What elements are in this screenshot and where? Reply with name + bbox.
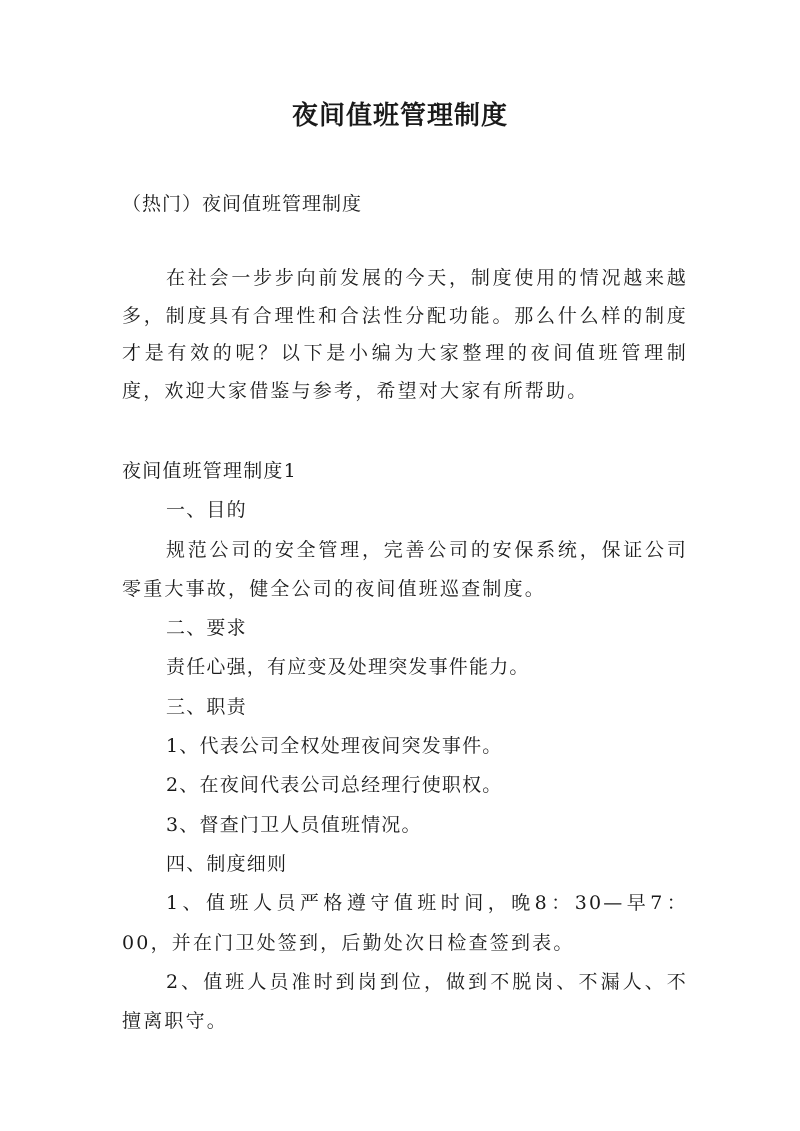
purpose-text: 规范公司的安全管理，完善公司的安保系统，保证公司零重大事故，健全公司的夜间值班巡查制度。 [122,538,688,600]
rule-item: 1、值班人员严格遵守值班时间，晚8：30—早7：00，并在门卫处签到，后勤处次日检查签到表。 [122,892,688,954]
purpose-heading: 一、目的 [166,499,247,522]
intro-paragraph: 在社会一步步向前发展的今天，制度使用的情况越来越多，制度具有合理性和合法性分配功能。那么什么样的制度才是有效的呢？以下是小编为大家整理的夜间值班管理制度，欢迎大家借鉴与参考，希望对大家有所帮助。 [122,267,688,402]
document-title: 夜间值班管理制度 [291,101,508,131]
rules-heading: 四、制度细则 [166,852,288,875]
duty-item: 1、代表公司全权处理夜间突发事件。 [166,735,503,758]
requirement-heading: 二、要求 [166,617,247,640]
rule-item: 2、值班人员准时到岗到位，做到不脱岗、不漏人、不擅离职守。 [122,970,688,1033]
duties-heading: 三、职责 [166,695,247,718]
section-1 [122,452,688,1041]
requirement-text: 责任心强，有应变及处理突发事件能力。 [166,656,530,679]
duty-item: 2、在夜间代表公司总经理行使职权。 [166,774,503,797]
duty-item: 3、督查门卫人员值班情况。 [166,813,422,836]
document-subtitle: （热门）夜间值班管理制度 [122,193,363,215]
section-heading: 夜间值班管理制度1 [122,460,297,482]
